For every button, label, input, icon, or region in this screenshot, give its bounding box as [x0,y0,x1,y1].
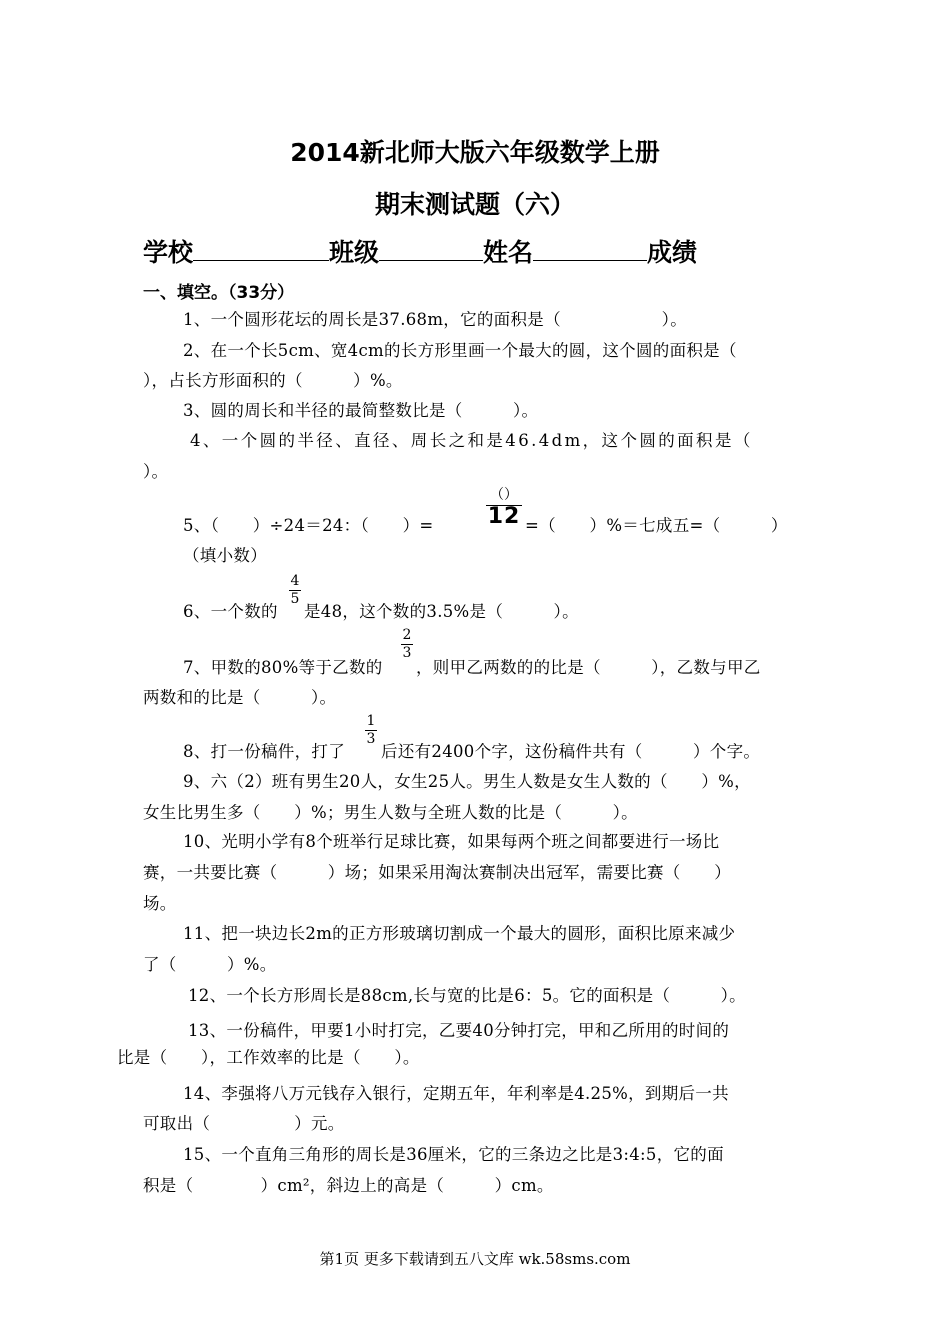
question-8-part-1: 8、打一份稿件，打了 [183,742,345,761]
fraction-numerator: 4 [290,573,300,589]
question-5-fraction [486,487,522,529]
question-14-line-1: 14、李强将八万元钱存入银行，定期五年，年利率是4.25%，到期后一共 [183,1084,729,1103]
name-blank [533,238,647,261]
question-9-line-1: 9、六（2）班有男生20人，女生25人。男生人数是女生人数的（ ）%， [183,772,751,791]
question-7-part-2: ，则甲乙两数的的比是（ ），乙数与甲乙 [416,658,761,677]
question-11-line-2: 了（ ）%。 [143,955,277,974]
question-2-line-1: 2、在一个长5cm、宽4cm的长方形里画一个最大的圆，这个圆的面积是（ [183,341,737,360]
question-10-line-2: 赛，一共要比赛（ ）场；如果采用淘汰赛制决出冠军，需要比赛（ ） [143,863,731,882]
question-8-part-2: 后还有2400个字，这份稿件共有（ ）个字。 [381,742,761,761]
question-15-line-1: 15、一个直角三角形的周长是36厘米，它的三条边之比是3:4:5，它的面 [183,1145,724,1164]
fraction-numerator: 1 [366,713,376,729]
question-2-line-2: ），占长方形面积的（ ）%。 [143,371,403,390]
question-6-fraction [289,574,301,607]
question-12: 12、一个长方形周长是88cm,长与宽的比是6：5。它的面积是（ ）。 [188,986,746,1005]
question-7-line-2: 两数和的比是（ ）。 [143,688,337,707]
school-label: 学校 [143,238,194,267]
question-13-line-2: 比是（ ），工作效率的比是（ ）。 [117,1048,420,1067]
question-10-line-3: 场。 [143,894,177,913]
question-5-part-2: =（ ）%＝七成五=（ ） [525,516,788,535]
question-14-line-2: 可取出（ ）元。 [143,1114,345,1133]
fraction-denominator: 3 [366,731,376,747]
question-5-part-1: 5、（ ）÷24＝24：（ ）= [183,516,434,535]
section-heading: 一、填空。（33分） [143,283,295,303]
question-11-line-1: 11、把一块边长2m的正方形玻璃切割成一个最大的圆形，面积比原来减少 [183,924,736,943]
fraction-denominator: 5 [290,591,300,607]
fraction-numerator: （） [490,487,518,503]
fraction-numerator: 2 [402,627,412,643]
name-label: 姓名 [483,238,534,267]
question-9-line-2: 女生比男生多（ ）%；男生人数与全班人数的比是（ ）。 [143,803,638,822]
question-3: 3、圆的周长和半径的最简整数比是（ ）。 [183,401,539,420]
fraction-denominator: 12 [487,504,521,529]
question-13-line-1: 13、一份稿件，甲要1小时打完，乙要40分钟打完，甲和乙所用的时间的 [188,1021,730,1040]
question-7-fraction [401,628,413,661]
question-5-note: （填小数） [183,546,267,565]
question-10-line-1: 10、光明小学有8个班举行足球比赛，如果每两个班之间都要进行一场比 [183,832,720,851]
class-label: 班级 [329,238,380,267]
score-label: 成绩 [647,238,698,267]
page-footer: 第1页 更多下载请到五八文库 wk.58sms.com [319,1250,631,1268]
class-blank [379,238,483,261]
question-7-part-1: 7、甲数的80%等于乙数的 [183,658,383,677]
page-title: 2014新北师大版六年级数学上册 [290,138,660,167]
student-info-line [143,233,697,269]
question-6-part-1: 6、一个数的 [183,602,278,621]
question-15-line-2: 积是（ ）cm²，斜边上的高是（ ）cm。 [143,1176,554,1195]
school-blank [193,238,329,261]
question-1: 1、一个圆形花坛的周长是37.68m，它的面积是（ ）。 [183,310,688,329]
fraction-denominator: 3 [402,645,412,661]
page-subtitle: 期末测试题（六） [374,190,575,219]
question-4-line-2: ）。 [143,462,169,481]
question-4-line-1: 4、一个圆的半径、直径、周长之和是46.4dm，这个圆的面积是（ [190,431,753,450]
question-6-part-2: 是48，这个数的3.5%是（ ）。 [304,602,579,621]
question-8-fraction [365,714,377,747]
